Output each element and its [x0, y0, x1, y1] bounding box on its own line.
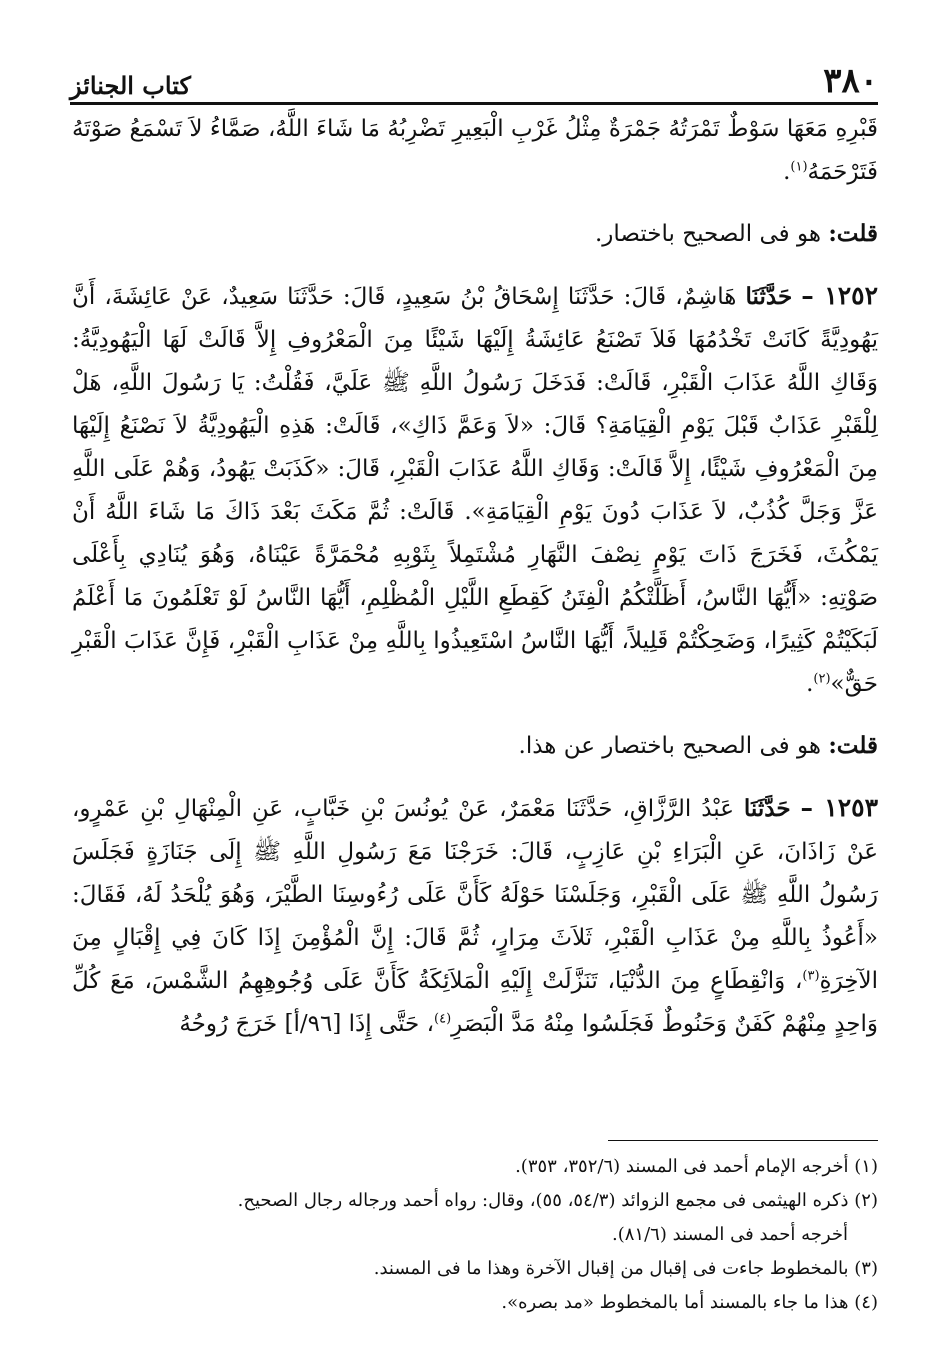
continuation-text: قَبْرِهِ مَعَهَا سَوْطٌ تَمْرَتُهُ جَمْرَةٌ مِثْلُ غَرْبِ الْبَعِيرِ تَضْرِبُهُ مَا شَاءَ اللَّهُ، صَمَّاءُ لاَ تَسْمَعُ صَوْتَهُ فَتَرْحَمَهُ [72, 116, 878, 185]
footnote-3: (٣) بالمخطوط جاءت فى إقبال من إقبال الآخرة وهذا ما فى المسند. [373, 1258, 878, 1279]
comment-text: هو فى الصحيح باختصار عن هذا. [518, 733, 821, 759]
hadith-text-part-c: ، حَتَّى إِذَا [٩٦/أ] خَرَجَ رُوحُهُ [179, 1011, 434, 1037]
continuation-paragraph: قَبْرِهِ مَعَهَا سَوْطٌ تَمْرَتُهُ جَمْرَةٌ مِثْلُ غَرْبِ الْبَعِيرِ تَضْرِبُهُ مَا شَاءَ اللَّهُ، صَمَّاءُ لاَ تَسْمَعُ صَوْتَهُ فَتَرْحَمَهُ$^{(١)}$. [72, 116, 878, 185]
footnote-ref-1: (١) [790, 159, 808, 175]
footnote-ref-3: (٣) [802, 968, 820, 984]
hadith-number: ١٢٥٣ – [800, 793, 879, 822]
hadith-text-part-b: ، وَانْقِطَاعٍ مِنَ الدُّنْيَا، تَنَزَّلَتْ إِلَيْهِ الْمَلاَئِكَةُ كَأَنَّ عَلَى وُجُوهِهِمُ الشَّمْسَ، مَعَ كُلِّ وَاحِدٍ مِنْهُمْ كَفَنٌ وَحَنُوطٌ فَجَلَسُوا مِنْهُ مَدَّ الْبَصَرِ [72, 968, 878, 1037]
comment-paragraph-2 [72, 724, 878, 768]
hadith-lead-word: حَدَّثَنَا [743, 795, 791, 822]
main-text [72, 108, 878, 1046]
hadith-number: ١٢٥٢ – [801, 281, 879, 310]
hadith-1252 [72, 274, 878, 706]
footnote-4: (٤) هذا ما جاء بالمسند أما بالمخطوط «مد بصره». [501, 1292, 878, 1313]
hadith-lead-word: حَدَّثَنَا [745, 283, 793, 310]
footnote-2: (٢) ذكره الهيثمى فى مجمع الزوائد (٥٤/٣، ٥٥)، وقال: رواه أحمد ورجاله رجال الصحيح. [237, 1190, 878, 1211]
page-header [70, 48, 878, 105]
comment-paragraph-1 [72, 212, 878, 256]
chapter-title: كتاب الجنائز [70, 71, 191, 100]
footnotes [72, 1150, 878, 1320]
footnote-2-continuation: أخرجه أحمد فى المسند (٨١/٦). [612, 1224, 848, 1245]
comment-label: قلت: [828, 732, 878, 759]
footnote-ref-2: (٢) [813, 671, 831, 687]
hadith-text: هَاشِمٌ، قَالَ: حَدَّثَنَا إِسْحَاقُ بْنُ سَعِيدٍ، قَالَ: حَدَّثَنَا سَعِيدٌ، عَنْ عَائِشَةَ، أَنَّ يَهُودِيَّةً كَانَتْ تَخْدُمُهَا فَلاَ تَصْنَعُ عَائِشَةُ إِلَيْهَا شَيْئًا مِنَ الْمَعْرُوفِ إِلاَّ قَالَتْ لَهَا الْيَهُودِيَّةُ: وَقَاكِ اللَّهُ عَذَابَ الْقَبْرِ، قَالَتْ: فَدَخَلَ رَسُولُ اللَّهِ ﷺ عَلَيَّ، فَقُلْتُ: يَا رَسُولَ اللَّهِ، هَلْ لِلْقَبْرِ عَذَابٌ قَبْلَ يَوْمِ الْقِيَامَةِ؟ قَالَ: «لاَ وَعَمَّ ذَاكِ»، قَالَتْ: هَذِهِ الْيَهُودِيَّةُ لاَ نَصْنَعُ إِلَيْهَا مِنَ الْمَعْرُوفِ شَيْئًا، إِلاَّ قَالَتْ: وَقَاكِ اللَّهُ عَذَابَ الْقَبْرِ، قَالَ: «كَذَبَتْ يَهُودُ، وَهُمْ عَلَى اللَّهِ عَزَّ وَجَلَّ كُذُبٌ، لاَ عَذَابَ دُونَ يَوْمِ الْقِيَامَةِ». قَالَتْ: ثُمَّ مَكَثَ بَعْدَ ذَاكَ مَا شَاءَ اللَّهُ أَنْ يَمْكُثَ، فَخَرَجَ ذَاتَ يَوْمٍ نِصْفَ النَّهَارِ مُشْتَمِلاً بِثَوْبِهِ مُحْمَرَّةً عَيْنَاهُ، وَهُوَ يُنَادِي بِأَعْلَى صَوْتِهِ: «أَيُّهَا النَّاسُ، أَظَلَّتْكُمُ الْفِتَنُ كَقِطَعِ اللَّيْلِ الْمُظْلِمِ، أَيُّهَا النَّاسُ لَوْ تَعْلَمُونَ مَا أَعْلَمُ لَبَكَيْتُمْ كَثِيرًا، وَضَحِكْتُمْ قَلِيلاً، أَيُّهَا النَّاسُ اسْتَعِيذُوا بِاللَّهِ مِنْ عَذَابِ الْقَبْرِ، فَإِنَّ عَذَابَ الْقَبْرِ حَقٌّ» [72, 284, 879, 697]
footnote-1: (١) أخرجه الإمام أحمد فى المسند (٣٥٢/٦، ٣٥٣). [515, 1156, 878, 1177]
hadith-1253 [72, 786, 878, 1046]
hadith-end-punct: . [806, 671, 814, 697]
footnote-ref-4: (٤) [434, 1011, 452, 1027]
comment-label: قلت: [828, 220, 878, 247]
footnote-separator [608, 1140, 878, 1141]
hadith-text-part-a: عَبْدُ الرَّزَّاقِ، حَدَّثَنَا مَعْمَرٌ، عَنْ يُونُسَ بْنِ خَبَّابٍ، عَنِ الْمِنْهَالِ بْنِ عَمْرٍو، عَنْ زَاذَانَ، عَنِ الْبَرَاءِ بْنِ عَازِبٍ، قَالَ: خَرَجْنَا مَعَ رَسُولِ اللَّهِ ﷺ إِلَى جَنَازَةٍ فَجَلَسَ رَسُولُ اللَّهِ ﷺ عَلَى الْقَبْرِ، وَجَلَسْنَا حَوْلَهُ كَأَنَّ عَلَى رُءُوسِنَا الطَّيْرَ، وَهُوَ يُلْحَدُ لَهُ، فَقَالَ: «أَعُوذُ بِاللَّهِ مِنْ عَذَابِ الْقَبْرِ، ثَلاَثَ مِرَارٍ، ثُمَّ قَالَ: إِنَّ الْمُؤْمِنَ إِذَا كَانَ فِي إِقْبَالٍ مِنَ الآخِرَةِ [72, 796, 878, 994]
page-number: ٣٨٠ [823, 61, 878, 101]
comment-text: هو فى الصحيح باختصار. [594, 221, 821, 247]
